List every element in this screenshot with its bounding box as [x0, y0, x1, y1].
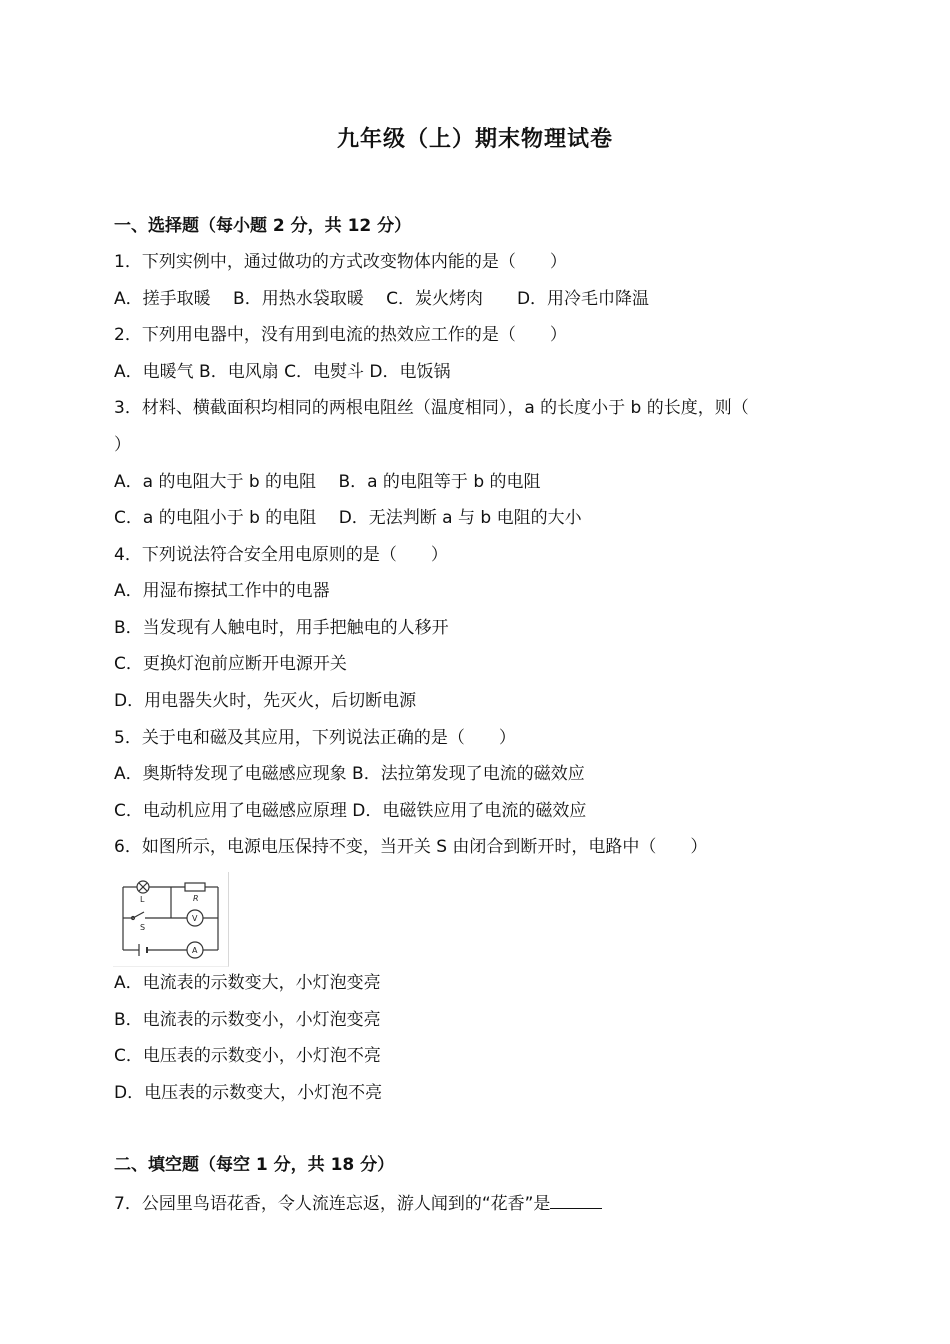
q4-option-a: A．用湿布擦拭工作中的电器 [114, 581, 330, 601]
resistor-icon [185, 883, 205, 891]
q7-stem: 7．公园里鸟语花香，令人流连忘返，游人闻到的“花香”是 [114, 1194, 551, 1214]
q3-stem-line1: 3．材料、横截面积均相同的两根电阻丝（温度相同），a 的长度小于 b 的长度，则（ [114, 398, 749, 418]
voltmeter-label: V [192, 914, 198, 923]
q6-option-c: C．电压表的示数变小，小灯泡不亮 [114, 1046, 381, 1066]
q1-options: A．搓手取暖 B．用热水袋取暖 C．炭火烤肉 D．用冷毛巾降温 [114, 289, 650, 309]
ammeter-label: A [192, 946, 198, 955]
section1-heading: 一、选择题（每小题 2 分，共 12 分） [114, 216, 412, 236]
q4-stem: 4．下列说法符合安全用电原则的是（ ） [114, 545, 448, 565]
q3-stem-line2: ） [114, 435, 131, 455]
circuit-svg [113, 872, 228, 966]
q7-answer-blank[interactable] [550, 1190, 602, 1209]
q5-options-line2: C．电动机应用了电磁感应原理 D．电磁铁应用了电流的磁效应 [114, 801, 587, 821]
circuit-diagram [113, 872, 229, 967]
q1-stem: 1．下列实例中，通过做功的方式改变物体内能的是（ ） [114, 252, 567, 272]
q7-line [114, 1190, 602, 1216]
q5-stem: 5．关于电和磁及其应用，下列说法正确的是（ ） [114, 728, 516, 748]
switch-blade [133, 912, 144, 918]
resistor-label: R [193, 894, 199, 903]
q2-stem: 2．下列用电器中，没有用到电流的热效应工作的是（ ） [114, 325, 567, 345]
q6-stem: 6．如图所示，电源电压保持不变，当开关 S 由闭合到断开时，电路中（ ） [114, 837, 708, 857]
lamp-label: L [140, 895, 145, 904]
q6-option-d: D．电压表的示数变大，小灯泡不亮 [114, 1083, 383, 1103]
q2-options: A．电暖气 B．电风扇 C．电熨斗 D．电饭锅 [114, 362, 451, 382]
q4-option-d: D．用电器失火时，先灭火，后切断电源 [114, 691, 417, 711]
q6-option-b: B．电流表的示数变小，小灯泡变亮 [114, 1010, 381, 1030]
q5-options-line1: A．奥斯特发现了电磁感应现象 B．法拉第发现了电流的磁效应 [114, 764, 585, 784]
page-title: 九年级（上）期末物理试卷 [336, 127, 613, 152]
q3-options-line2: C．a 的电阻小于 b 的电阻 D．无法判断 a 与 b 电阻的大小 [114, 508, 582, 528]
q6-option-a: A．电流表的示数变大，小灯泡变亮 [114, 973, 381, 993]
section2-heading: 二、填空题（每空 1 分，共 18 分） [114, 1155, 395, 1175]
switch-label: S [140, 923, 146, 932]
q3-options-line1: A．a 的电阻大于 b 的电阻 B．a 的电阻等于 b 的电阻 [114, 472, 541, 492]
q4-option-b: B．当发现有人触电时，用手把触电的人移开 [114, 618, 449, 638]
q4-option-c: C．更换灯泡前应断开电源开关 [114, 654, 347, 674]
